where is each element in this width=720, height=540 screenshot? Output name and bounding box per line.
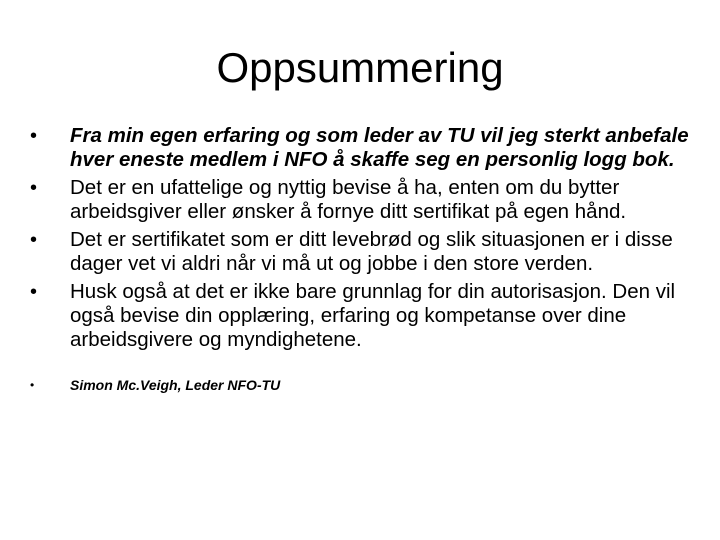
bullet-list [0,124,720,394]
bullet-text: Husk også at det er ikke bare grunnlag for din autorisasjon. Den vil også bevise din opplæring, erfaring og kompetanse over dine arbeidsgivere og myndighetene. [70,280,676,351]
bullet-text: Fra min egen erfaring og som leder av TU vil jeg sterkt anbefale hver eneste medlem i NFO å skaffe seg en personlig logg bok. [70,124,689,171]
bullet-text: Det er sertifikatet som er ditt levebrød og slik situasjonen er i disse dager vet vi aldri når vi må ut og jobbe i den store verden. [70,228,673,275]
slide-title: Oppsummering [216,44,504,91]
bullet-dot-icon: • [30,125,38,147]
bullet-item [30,124,690,172]
bullet-dot-icon: • [30,378,35,392]
bullet-item [30,280,690,352]
bullet-dot-icon: • [30,177,38,199]
bullet-dot-icon: • [30,281,38,303]
bullet-dot-icon: • [30,229,38,251]
signature-text: Simon Mc.Veigh, Leder NFO-TU [70,377,281,393]
signature-bullet [30,376,690,394]
bullet-item [30,176,690,224]
bullet-item [30,228,690,276]
bullet-text: Det er en ufattelige og nyttig bevise å ha, enten om du bytter arbeidsgiver eller ønsker å fornye ditt sertifikat på egen hånd. [70,176,627,223]
